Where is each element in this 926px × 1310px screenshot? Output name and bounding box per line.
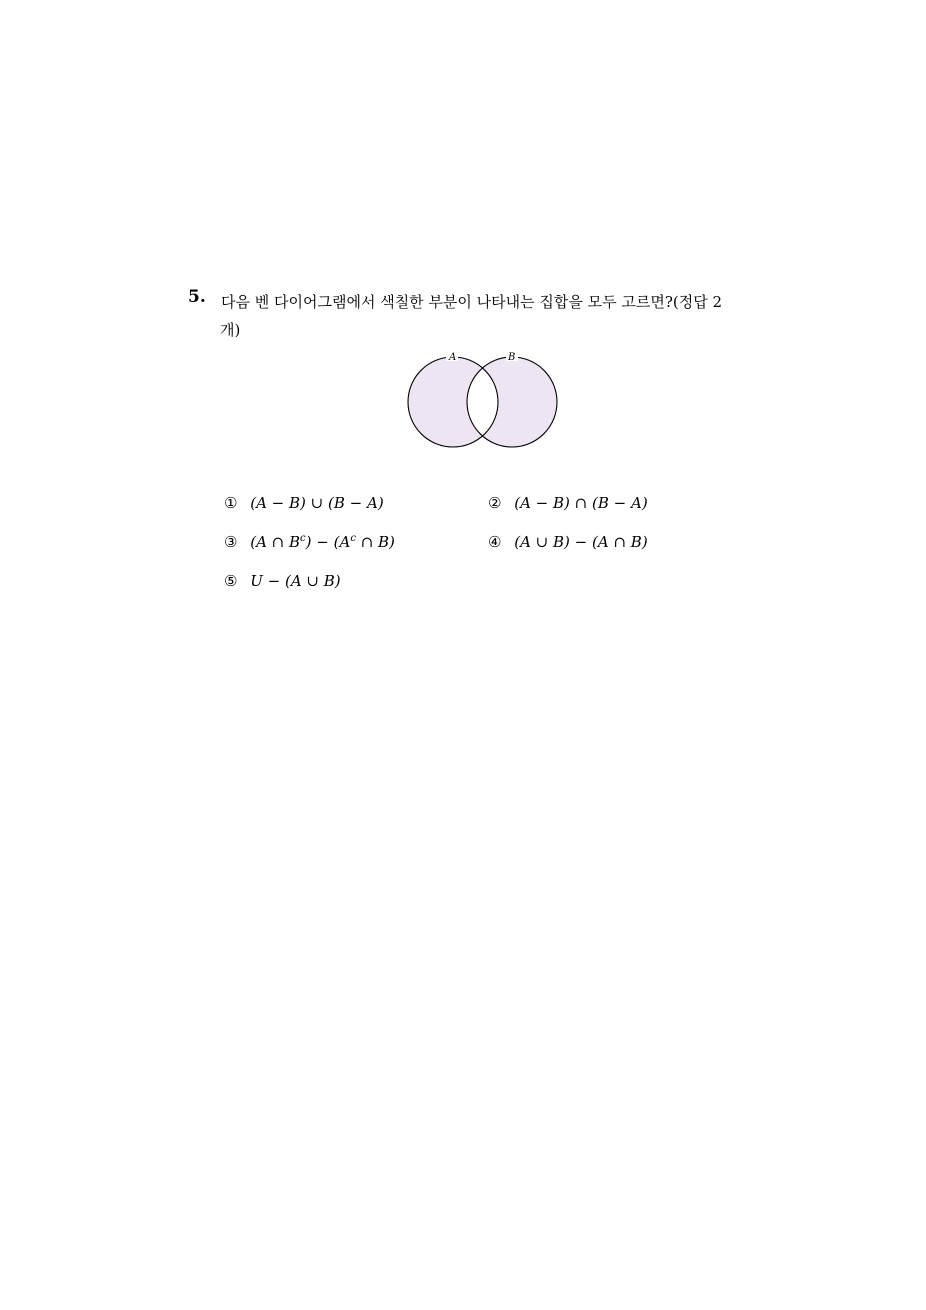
choice-2-number: ② [488, 494, 502, 512]
set-a-label: A [449, 352, 457, 363]
question-text [221, 288, 751, 344]
set-b-label: B [508, 352, 516, 363]
choice-5[interactable] [224, 572, 341, 590]
choice-2-expression: (A − B) ∩ (B − A) [514, 494, 648, 512]
question-text-line1: 다음 벤 다이어그램에서 색칠한 부분이 나타내는 집합을 모두 고르면?(정답 2 [221, 293, 723, 311]
question-number: 5. [188, 287, 206, 307]
choice-3-expression: (A ∩ $B^c) - (A^c$ ∩ B) [250, 533, 395, 551]
choice-2[interactable] [488, 494, 648, 512]
question-text-line2: 개) [220, 321, 241, 339]
choice-4-expression: (A ∪ B) − (A ∩ B) [514, 533, 648, 551]
choice-1[interactable] [224, 494, 384, 512]
choice-5-expression: U − (A ∪ B) [250, 572, 341, 590]
answer-choices [224, 494, 684, 604]
venn-diagram [405, 351, 561, 449]
choice-3[interactable] [224, 533, 395, 551]
choice-4[interactable] [488, 533, 648, 551]
choice-1-expression: (A − B) ∪ (B − A) [250, 494, 384, 512]
choice-1-number: ① [224, 494, 238, 512]
choice-4-number: ④ [488, 533, 502, 551]
choice-5-number: ⑤ [224, 572, 238, 590]
choice-3-number: ③ [224, 533, 238, 551]
